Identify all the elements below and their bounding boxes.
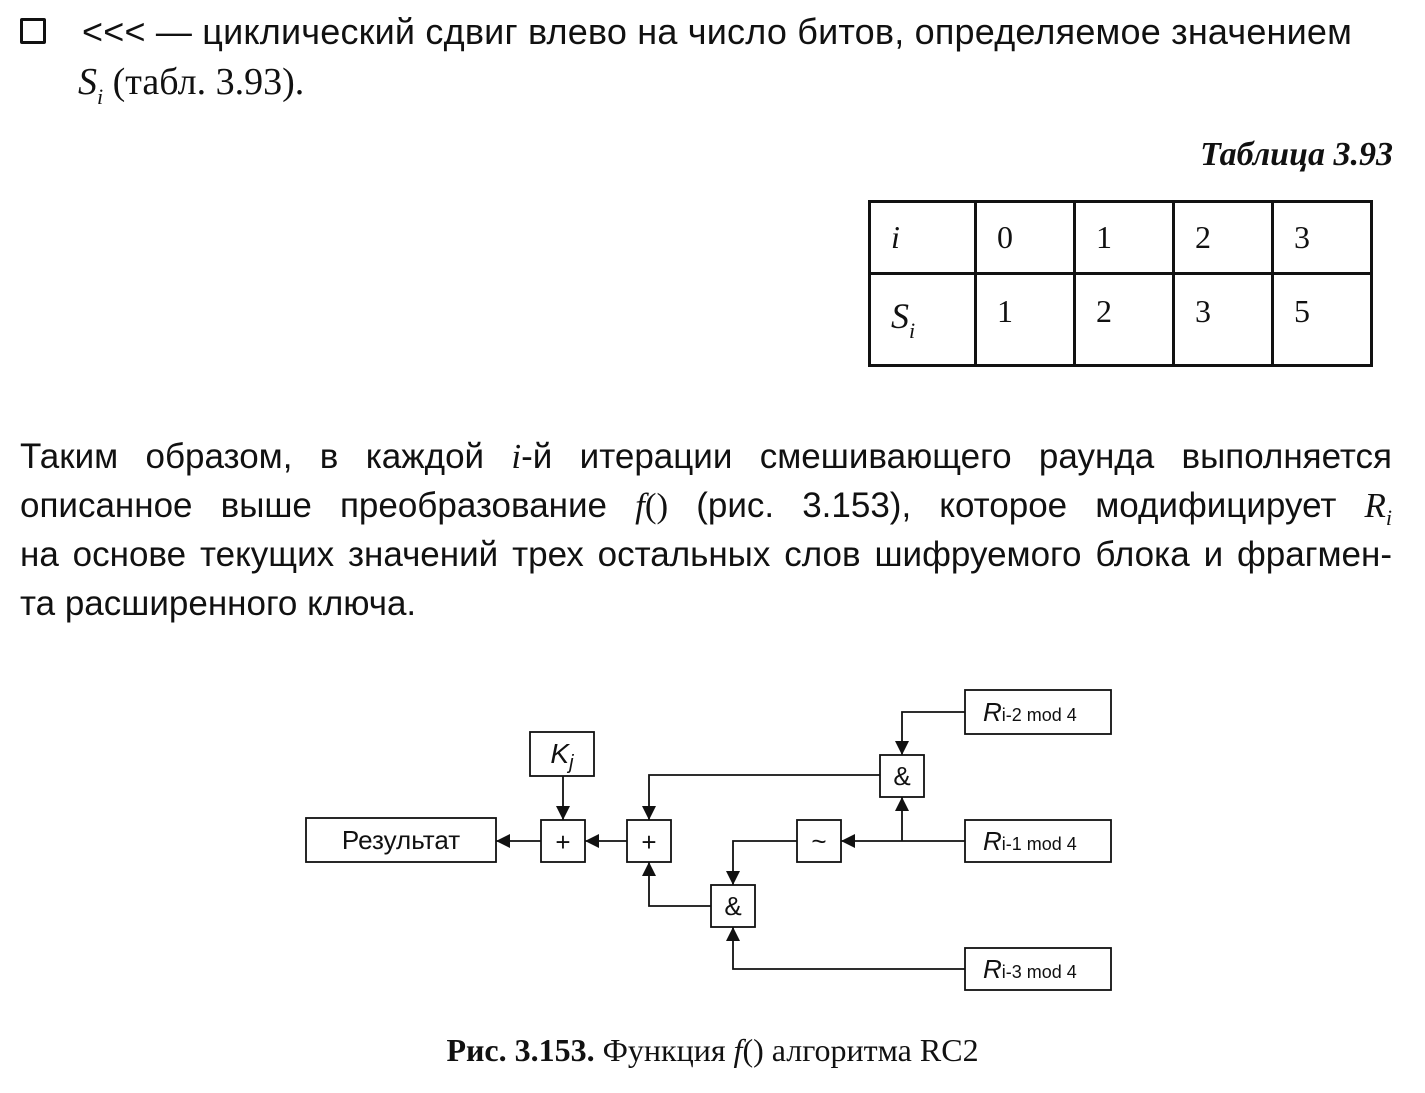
plus-label-1: + xyxy=(555,827,571,857)
wire-not-and xyxy=(733,841,797,885)
table-cell-s-1: 2 xyxy=(1075,274,1174,366)
r-sub: i-3 mod 4 xyxy=(1001,962,1077,982)
func-f: f xyxy=(635,486,645,525)
var-s: S xyxy=(78,61,97,103)
and-label-bottom: & xyxy=(724,891,742,921)
table-head-s-sub: i xyxy=(909,318,916,343)
var-s-subscript: i xyxy=(97,84,104,109)
table-cell-i-1: 1 xyxy=(1075,202,1174,274)
paragraph-line-3: на основе текущих значений трех остальных слов шифруемого блока и фрагмен- xyxy=(20,535,1392,574)
table-head-i: i xyxy=(870,202,976,274)
paragraph-text: -й итерации смешивающего раунда выполняется xyxy=(521,437,1392,476)
table-caption: Таблица 3.93 xyxy=(1200,136,1393,173)
r-main: R xyxy=(983,954,1002,984)
wire-and-plus2-bottom xyxy=(649,862,711,906)
paragraph-text: Таким образом, в каждой xyxy=(20,437,512,476)
paragraph-text: описанное выше преобразование xyxy=(20,486,636,525)
result-label: Результат xyxy=(341,825,461,855)
table-cell-s-3: 5 xyxy=(1273,274,1372,366)
r-sub: i-1 mod 4 xyxy=(1001,834,1077,854)
table-cell-i-2: 2 xyxy=(1174,202,1273,274)
r-main: R xyxy=(983,826,1002,856)
var-r: R xyxy=(1364,486,1386,525)
bullet-text-line1: <<< — циклический сдвиг влево на число битов, определяемое значением xyxy=(82,11,1353,52)
wire-and-plus2 xyxy=(649,775,880,820)
wire-r3-and xyxy=(733,927,965,969)
table-cell-s-0: 1 xyxy=(976,274,1075,366)
table-cell-i-3: 3 xyxy=(1273,202,1372,274)
table-cell-i-0: 0 xyxy=(976,202,1075,274)
plus-label-2: + xyxy=(641,827,657,857)
r-main: R xyxy=(983,697,1002,727)
table-head-s-var: S xyxy=(891,296,909,336)
iter-var: i xyxy=(511,437,522,476)
table-cell-s-2: 3 xyxy=(1174,274,1273,366)
func-paren: () xyxy=(644,486,669,525)
figure-func: f xyxy=(733,1032,743,1068)
figure-paren: () xyxy=(742,1032,764,1068)
figure-number: Рис. 3.153. xyxy=(446,1032,595,1068)
key-sub: j xyxy=(569,752,574,774)
r-sub: i-2 mod 4 xyxy=(1001,705,1077,725)
figure-caption xyxy=(0,1032,1425,1069)
not-label: ~ xyxy=(811,826,827,856)
figure-text-b: алгоритма RC2 xyxy=(763,1032,979,1068)
var-r-sub: i xyxy=(1385,505,1392,530)
wire-r2-and xyxy=(902,712,965,755)
paragraph-line-4: та расширенного ключа. xyxy=(20,584,417,623)
key-main: K xyxy=(550,738,570,769)
paragraph-text: (рис. 3.153), которое модифицирует xyxy=(668,486,1365,525)
and-label-top: & xyxy=(893,761,911,791)
table-reference: (табл. 3.93). xyxy=(103,61,305,103)
figure-text-a: Функция xyxy=(594,1032,734,1068)
